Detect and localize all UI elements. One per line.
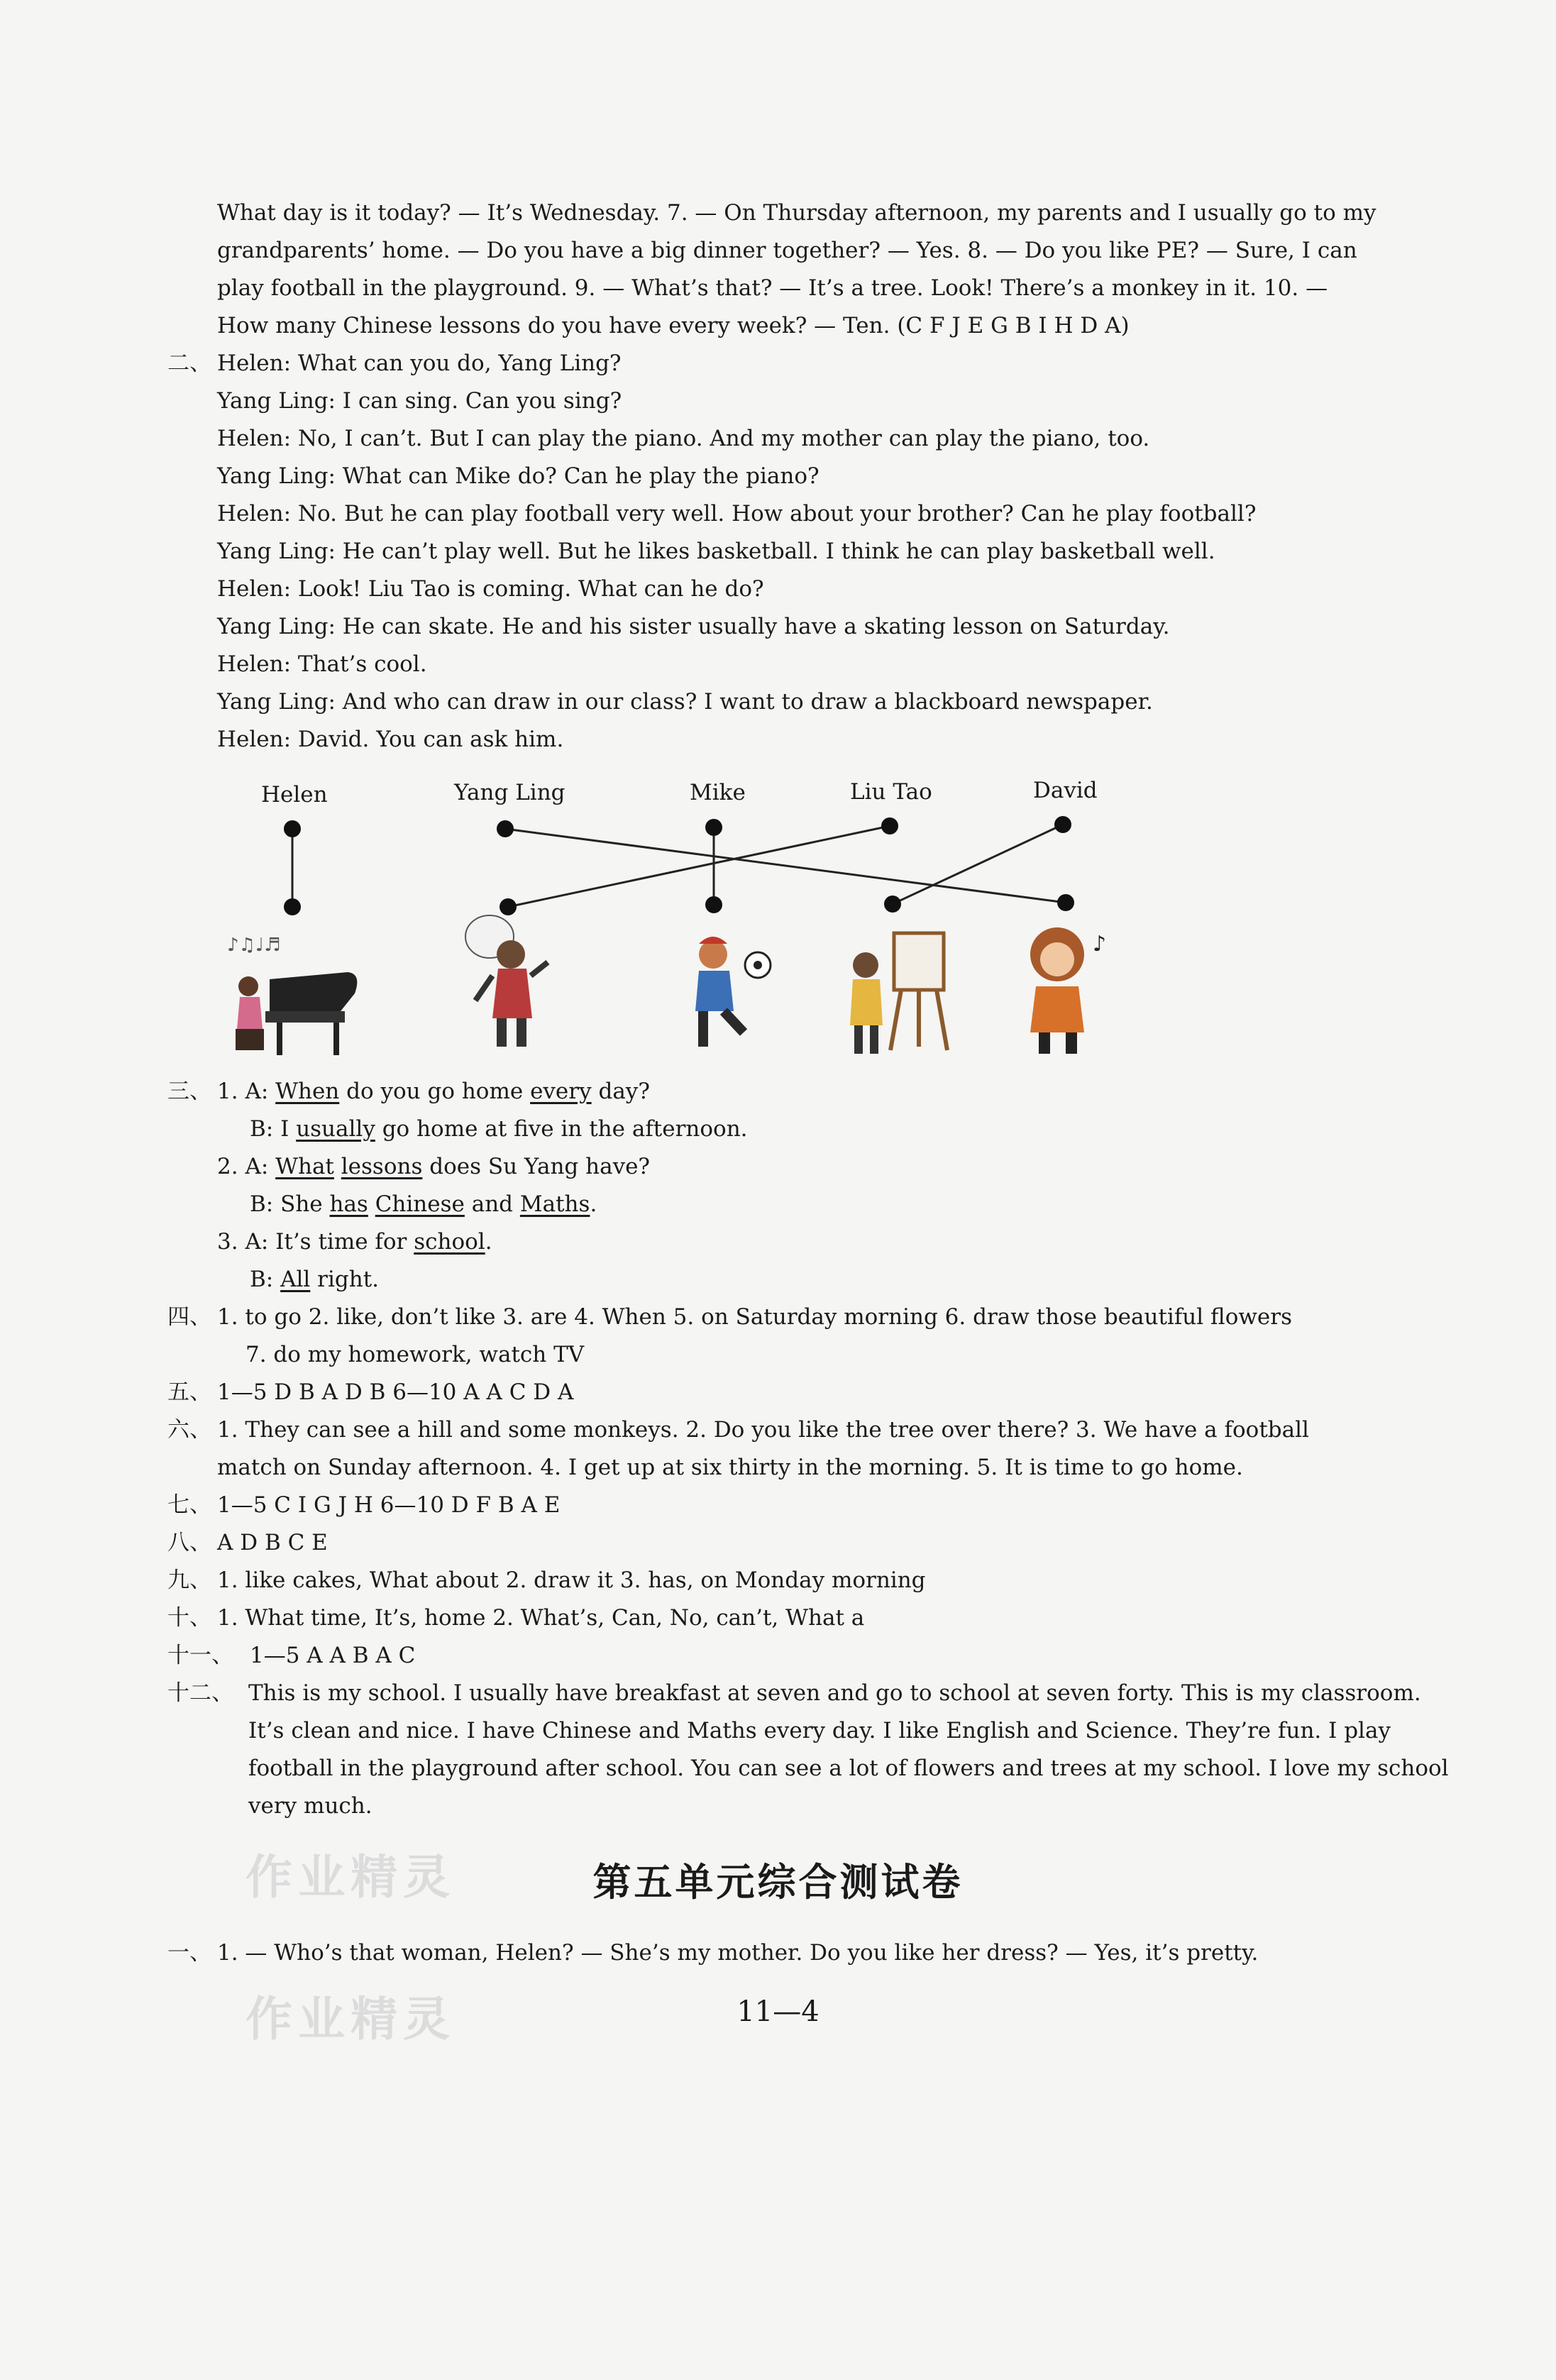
section4-label: 四、 [167, 1304, 211, 1330]
match-name-david: David [1033, 778, 1098, 803]
answer-blank: every [530, 1079, 592, 1104]
dialogue-line: Yang Ling: And who can draw in our class? I want to draw a blackboard newspaper. [217, 689, 1153, 715]
dialogue-line: Yang Ling: He can skate. He and his sister usually have a skating lesson on Saturday. [217, 614, 1170, 639]
section7-label: 七、 [167, 1492, 211, 1518]
section3-item-2a [217, 1152, 650, 1181]
text: does Su Yang have? [422, 1154, 651, 1179]
text: A: [245, 1154, 276, 1179]
section1-line-4: How many Chinese lessons do you have every week? — Ten. (C F J E G B I H D A) [217, 313, 1130, 338]
drawing-board-child-picture [465, 915, 548, 1047]
match-name-yang-ling: Yang Ling [454, 780, 565, 805]
section8-label: 八、 [167, 1530, 211, 1555]
text: right. [310, 1267, 380, 1292]
watermark: 作业精灵 [245, 1850, 456, 1905]
section12-label: 十二、 [167, 1680, 233, 1706]
section3-item-1b [250, 1115, 748, 1143]
section10-label: 十、 [167, 1605, 211, 1631]
item-number: 3. [217, 1229, 238, 1255]
section4-line-2: 7. do my homework, watch TV [245, 1342, 585, 1367]
svg-text:♪♫♩♬: ♪♫♩♬ [227, 935, 281, 956]
section9-label: 九、 [167, 1568, 211, 1593]
text: go home at five in the afternoon. [375, 1116, 748, 1142]
answer-blank: school [414, 1229, 485, 1255]
answer-blank: lessons [341, 1154, 423, 1179]
section3-label: 三、 [167, 1079, 211, 1104]
section2-label: 二、 [167, 351, 211, 376]
section12-line-4: very much. [248, 1793, 373, 1819]
piano-picture [227, 935, 357, 1055]
text: B: She [250, 1191, 330, 1217]
text [368, 1191, 375, 1217]
text: do you go home [339, 1079, 531, 1104]
section12-line-2: It’s clean and nice. I have Chinese and Maths every day. I like English and Science. They’re fun. I play [248, 1718, 1391, 1743]
dialogue-line: Helen: No, I can’t. But I can play the piano. And my mother can play the piano, too. [217, 426, 1150, 451]
match-name-helen: Helen [261, 782, 328, 808]
section10-answers: 1. What time, It’s, home 2. What’s, Can, No, can’t, What a [217, 1605, 865, 1631]
dialogue-line: Helen: David. You can ask him. [217, 727, 564, 752]
unit5-section1-line: 1. — Who’s that woman, Helen? — She’s my mother. Do you like her dress? — Yes, it’s pretty. [217, 1940, 1259, 1966]
answer-blank: has [329, 1191, 368, 1217]
section1-line-2: grandparents’ home. — Do you have a big dinner together? — Yes. 8. — Do you like PE? — Sure, I can [217, 238, 1357, 263]
match-name-liu-tao: Liu Tao [850, 779, 932, 805]
section12-line-1: This is my school. I usually have breakfast at seven and go to school at seven forty. This is my classroom. [248, 1680, 1421, 1706]
section11-answers: 1—5 A A B A C [250, 1643, 416, 1668]
section3-item-3a [217, 1228, 492, 1256]
answer-blank: What [275, 1154, 334, 1179]
dialogue-line: Helen: What can you do, Yang Ling? [217, 351, 622, 376]
svg-text:♪: ♪ [1093, 932, 1107, 957]
text: day? [591, 1079, 650, 1104]
football-picture [695, 937, 771, 1047]
dialogue-line: Yang Ling: What can Mike do? Can he play the piano? [217, 463, 820, 489]
section1-line-1: What day is it today? — It’s Wednesday. 7. — On Thursday afternoon, my parents and I usually go to my [217, 200, 1376, 226]
item-number: 1. [217, 1079, 238, 1104]
section5-answers: 1—5 D B A D B 6—10 A A C D A [217, 1379, 574, 1405]
text: . [590, 1191, 597, 1217]
dialogue-line: Yang Ling: He can’t play well. But he likes basketball. I think he can play basketball well. [217, 539, 1215, 564]
match-dots [284, 816, 1074, 915]
section6-label: 六、 [167, 1417, 211, 1443]
section1-line-3: play football in the playground. 9. — What’s that? — It’s a tree. Look! There’s a monkey in it. 10. — [217, 275, 1328, 301]
section12-line-3: football in the playground after school. You can see a lot of flowers and trees at my school. I love my school [248, 1756, 1449, 1781]
section4-line-1: 1. to go 2. like, don’t like 3. are 4. When 5. on Saturday morning 6. draw those beautiful flowers [217, 1304, 1292, 1330]
text: B: [250, 1267, 281, 1292]
text [334, 1154, 341, 1179]
match-lines [292, 825, 1066, 907]
item-number: 2. [217, 1154, 238, 1179]
answer-blank: All [280, 1267, 311, 1292]
section6-line-2: match on Sunday afternoon. 4. I get up at six thirty in the morning. 5. It is time to go home. [217, 1455, 1243, 1480]
section3-item-3b [250, 1265, 379, 1294]
section3-item-2b [250, 1190, 597, 1218]
page-number: 11—4 [736, 1995, 820, 2028]
section11-label: 十一、 [167, 1643, 233, 1668]
text: A: It’s time for [245, 1229, 414, 1255]
unit5-section1-label: 一、 [167, 1940, 211, 1966]
section9-answers: 1. like cakes, What about 2. draw it 3. has, on Monday morning [217, 1568, 926, 1593]
dialogue-line: Yang Ling: I can sing. Can you sing? [217, 388, 622, 414]
text: B: I [250, 1116, 297, 1142]
section3-item-1a [217, 1077, 650, 1106]
answer-blank: When [275, 1079, 340, 1104]
dialogue-line: Helen: That’s cool. [217, 651, 427, 677]
watermark: 作业精灵 [245, 1992, 456, 2046]
match-name-mike: Mike [690, 780, 746, 805]
section5-label: 五、 [167, 1379, 211, 1405]
unit5-heading: 第五单元综合测试卷 [592, 1859, 964, 1905]
singing-picture [1030, 927, 1106, 1054]
dialogue-line: Helen: Look! Liu Tao is coming. What can he do? [217, 576, 764, 602]
answer-blank: usually [296, 1116, 375, 1142]
dialogue-line: Helen: No. But he can play football very well. How about your brother? Can he play football? [217, 501, 1257, 527]
text: A: [245, 1079, 276, 1104]
section8-answers: A D B C E [217, 1530, 328, 1555]
text: . [485, 1229, 492, 1255]
section6-line-1: 1. They can see a hill and some monkeys. 2. Do you like the tree over there? 3. We have a football [217, 1417, 1309, 1443]
text: and [464, 1191, 520, 1217]
easel-picture [850, 933, 947, 1054]
answer-blank: Chinese [375, 1191, 465, 1217]
matching-diagram [0, 0, 1556, 1064]
answer-blank: Maths [519, 1191, 590, 1217]
section7-answers: 1—5 C I G J H 6—10 D F B A E [217, 1492, 561, 1518]
